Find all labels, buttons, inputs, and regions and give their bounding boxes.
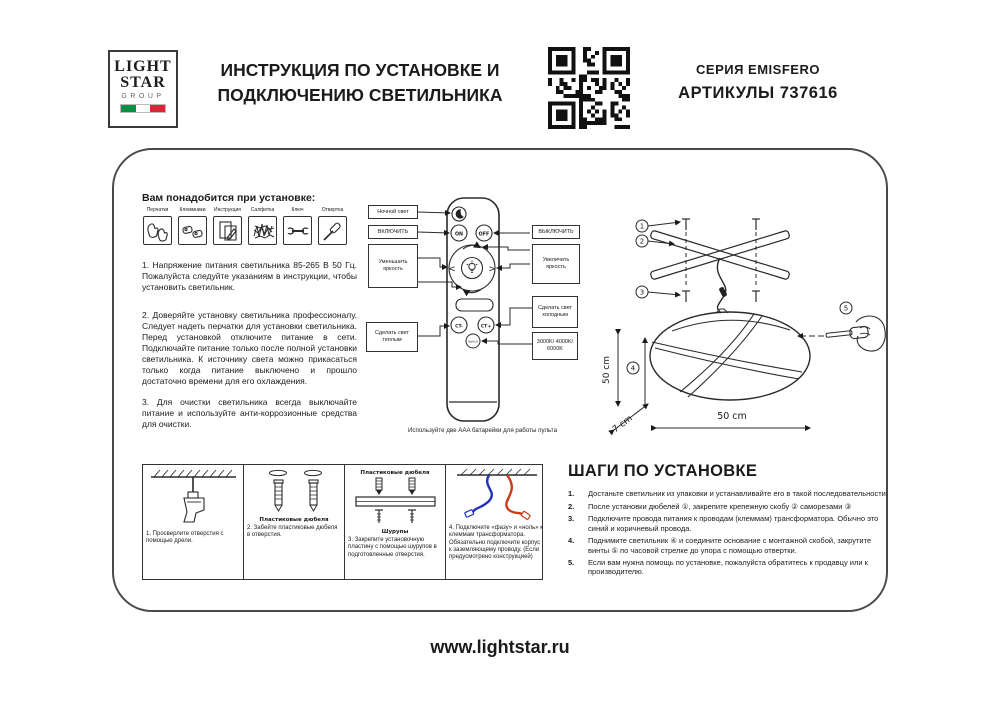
wrench-icon — [285, 218, 311, 244]
svg-text:5: 5 — [843, 304, 849, 313]
warning-paragraph-2: 2. Доверяйте установку светильника профессионалу. Следует надеть перчатки для установки светильника. Перед установкой отключите питание в сети. Подключайте питание только после полной установки светильника. К источнику света можно прикасаться только когда питание выключено и прошло достаточно времени для его охлаждения. — [142, 310, 357, 386]
installation-drawing — [602, 196, 888, 454]
on-button-text: ON — [454, 232, 464, 238]
gloves-icon — [145, 218, 171, 244]
manual-icon — [215, 218, 241, 244]
installation-diagram — [602, 196, 888, 454]
install-panel-3 — [345, 465, 446, 579]
warning-paragraph-1: 1. Напряжение питания светильника 85-265 В 50 Гц. Пожалуйста следуйте указаниям в инструкции, чтобы установить светильник. — [142, 260, 357, 292]
dowels-drawing — [247, 467, 341, 523]
logo-text: GROUP — [121, 93, 165, 100]
panel-caption: 1. Просверлите отверстия с помощью дрели. — [146, 531, 224, 545]
tools-row — [142, 207, 348, 245]
off-button-text: OFF — [478, 232, 490, 238]
svg-text:1: 1 — [639, 222, 645, 231]
terminals-icon — [180, 218, 206, 244]
tools-heading: Вам понадобится при установке: — [142, 192, 316, 204]
plate-drawing — [348, 467, 442, 535]
label-turn-on: ВКЛЮЧИТЬ — [368, 225, 418, 239]
remote-diagram — [360, 196, 600, 454]
dowel-icon — [376, 478, 415, 495]
logo-text: STAR — [120, 74, 166, 91]
tool-gloves — [142, 207, 173, 245]
label-warm-light: Сделать свет теплым — [366, 322, 418, 352]
tool-label: Салфетка — [250, 207, 275, 213]
ceiling-hatch — [154, 470, 232, 477]
warning-paragraph-3: 3. Для очистки светильника всегда выключайте питание и используйте анти-коррозионные средства для очистки. — [142, 397, 357, 429]
battery-caption: Используйте две AAA батарейки для работы пульта — [407, 427, 558, 434]
install-panel-2 — [244, 465, 345, 579]
tool-label: Инструкция — [214, 207, 241, 213]
dimension-height — [602, 334, 618, 406]
tool-label: Перчатки — [146, 207, 169, 213]
napkin-icon — [250, 218, 276, 244]
tool-screwdriver — [317, 207, 348, 245]
label-decrease-brightness: Уменьшить яркость — [368, 244, 418, 288]
drill-drawing — [146, 467, 240, 529]
dimension-depth — [611, 404, 648, 435]
install-panel-4 — [446, 465, 546, 579]
dimension-width — [656, 411, 810, 428]
label-turn-off: ВЫКЛЮЧИТЬ — [532, 225, 580, 239]
wire-lug — [521, 511, 530, 520]
step-item: 5. Если вам нужна помощь по установке, пожалуйста обратитесь к продавцу или к производителю. — [568, 558, 868, 577]
title-line-2: ПОДКЛЮЧЕНИЮ СВЕТИЛЬНИКА — [217, 85, 503, 105]
ct-minus-text: CT- — [455, 324, 463, 330]
svg-text:4: 4 — [630, 364, 636, 373]
screw-icon — [375, 510, 416, 523]
website-url: www.lightstar.ru — [430, 637, 570, 657]
label-increase-brightness: Увеличить яркость — [532, 244, 580, 284]
right-chevron-icon: > — [488, 264, 496, 275]
screws-label: Шурупы — [381, 529, 409, 535]
panel-caption: 4. Подключите «фазу» и «ноль» к клеммам трансформатора. Обязательно подключите корпус к заземляющему проводу. (Если предусмотрено конструкцией) — [449, 525, 543, 561]
tool-napkin — [247, 207, 278, 245]
power-cable — [717, 258, 725, 313]
label-cold-light: Сделать свет холодным — [532, 296, 578, 328]
switch-button-text: Switch — [468, 339, 478, 344]
main-panel — [112, 148, 888, 612]
title-line-1: ИНСТРУКЦИЯ ПО УСТАНОВКЕ И — [220, 60, 500, 80]
dowels-label: Пластиковые дюбеля — [259, 517, 329, 523]
panel-caption: 2. Забейте пластиковые дюбеля в отверстия. — [247, 525, 338, 539]
panel-caption: 3. Закрепите установочную пластину с помощью шурупов в подготовленные отверстия. — [348, 537, 437, 558]
install-steps-table — [142, 464, 543, 580]
drill-icon — [184, 477, 204, 522]
step-item: 2. После установки дюбелей ①, закрепите крепежную скобу ② саморезами ③ — [568, 501, 852, 511]
svg-text:50 cm: 50 cm — [717, 411, 747, 422]
series-label: СЕРИЯ EMISFERO — [696, 62, 820, 77]
svg-text:50 cm: 50 cm — [602, 355, 612, 385]
left-chevron-icon: < — [448, 264, 456, 275]
tool-label: Клеммники — [179, 207, 206, 213]
svg-text:2: 2 — [639, 237, 645, 246]
italian-flag-icon — [120, 104, 166, 113]
label-night-light: Ночной свет — [368, 205, 418, 219]
ceiling-hatch — [461, 469, 530, 475]
lightstar-logo — [108, 50, 178, 128]
logo-text: LIGHT — [114, 58, 172, 75]
install-panel-1 — [143, 465, 244, 579]
installation-steps — [568, 462, 890, 580]
tool-terminals — [177, 207, 208, 245]
article-number: АРТИКУЛЫ 737616 — [678, 84, 838, 102]
page-title — [190, 58, 530, 108]
bulb-icon — [467, 261, 478, 273]
tool-label: Отвертка — [321, 207, 344, 213]
dowel-icon — [270, 470, 322, 511]
dowels-label: Пластиковые дюбеля — [360, 470, 430, 476]
callout-4-arrow — [627, 338, 645, 404]
svg-text:3: 3 — [639, 288, 645, 297]
step-item: 1. Достаньте светильник из упаковки и устанавливайте его в такой последовательности: — [568, 489, 888, 498]
ct-plus-text: CT+ — [480, 324, 492, 330]
label-kelvin: 3000K/ 4000K/ 6000K — [532, 332, 578, 360]
tool-label: Ключ — [291, 207, 304, 213]
phase-wire — [506, 475, 524, 516]
screwdriver-hand — [798, 302, 885, 351]
neutral-wire — [472, 475, 492, 514]
svg-text:7 cm: 7 cm — [610, 413, 635, 436]
qr-code — [548, 47, 630, 129]
wires-drawing — [449, 467, 543, 523]
tool-manual — [212, 207, 243, 245]
moon-icon — [456, 209, 464, 218]
step-item: 3. Подключите провода питания к проводам (клеммам) трансформатора. Обычно это синий и коричневый провода. — [568, 514, 879, 533]
step-item: 4. Поднимите светильник ④ и соедините основание с монтажной скобой, закрутите винты ⑤ по часовой стрелке до упора с помощью отвертки. — [568, 536, 872, 555]
lamp-body — [650, 309, 810, 400]
wire-lug — [465, 509, 474, 517]
steps-heading: ШАГИ ПО УСТАНОВКЕ — [568, 462, 758, 480]
tool-wrench — [282, 207, 313, 245]
screwdriver-icon — [320, 218, 346, 244]
